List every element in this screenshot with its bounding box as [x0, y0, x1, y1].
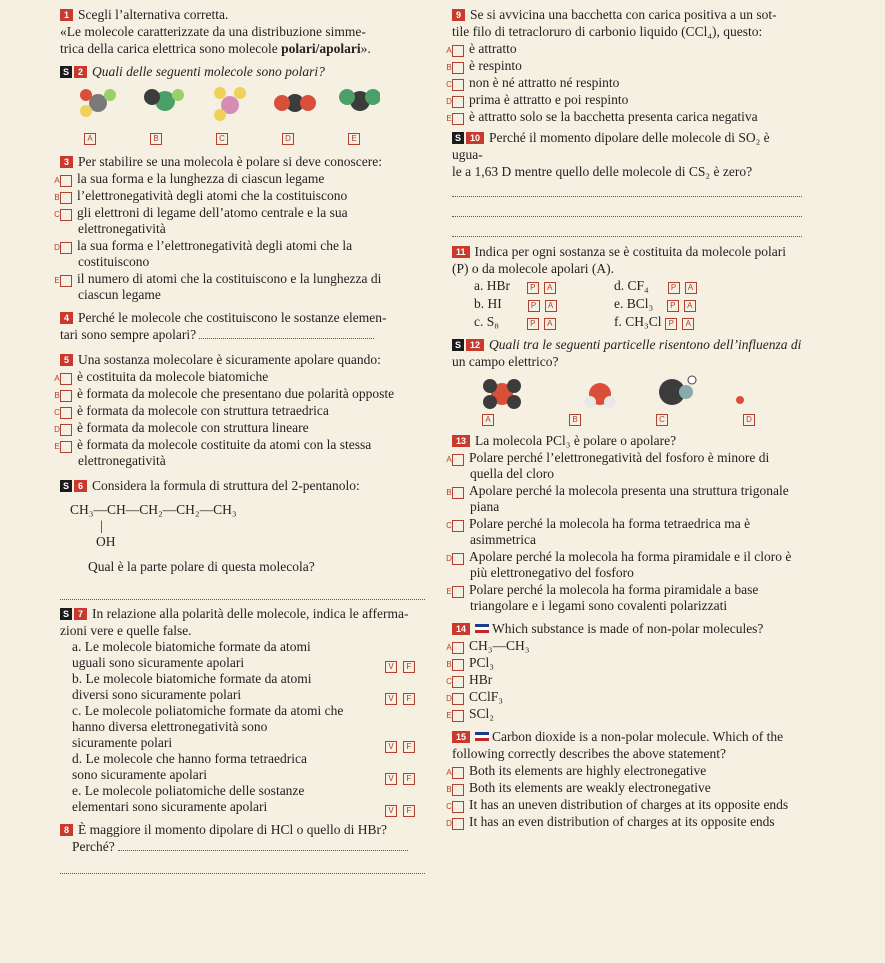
option[interactable] [446, 763, 802, 779]
question-number: 9 [452, 9, 465, 21]
option-text: It has an uneven distribution of charges at its opposite ends [469, 797, 789, 812]
option[interactable] [446, 58, 802, 74]
particle-c [659, 376, 696, 405]
statement-text: Le molecole poliatomiche delle sostanze [84, 783, 305, 798]
statement-text: uguali sono sicuramente apolari [72, 655, 245, 670]
option-box[interactable]: B [452, 784, 464, 796]
answer-line[interactable] [60, 585, 425, 600]
question-prompt: Carbon dioxide is a non-polar molecule. Which of the [492, 729, 784, 744]
question-prompt: Perché il momento dipolare delle molecole di SO₂ è ugua- [452, 130, 770, 162]
option-box[interactable]: A [60, 175, 72, 187]
question-prompt: Una sostanza molecolare è sicuramente apolare quando: [78, 352, 381, 367]
english-flag-icon [475, 732, 489, 741]
question-13 [446, 432, 802, 614]
option-box[interactable]: D [282, 133, 294, 145]
statement-text: sono sicuramente apolari [72, 767, 207, 782]
option-box[interactable]: D [60, 242, 72, 254]
true-box[interactable]: V [385, 805, 397, 817]
question-prompt: Perché le molecole che costituiscono le sostanze elemen- [78, 310, 387, 325]
statement-text: sicuramente polari [72, 735, 173, 750]
option-box[interactable]: C [656, 414, 668, 426]
option[interactable] [446, 92, 802, 108]
statement [60, 783, 425, 815]
question-prompt: In relazione alla polarità delle molecole, indica le afferma- [92, 606, 409, 621]
choice-text[interactable]: polari/apolari [281, 41, 361, 56]
option[interactable] [54, 171, 425, 187]
option-text: non è né attratto né respinto [469, 75, 620, 90]
option-text: è attratto solo se la bacchetta presenta carica negativa [469, 109, 758, 124]
option-box[interactable]: A [452, 642, 464, 654]
false-box[interactable]: F [403, 773, 415, 785]
option-box[interactable]: E [452, 586, 464, 598]
substance-item [614, 295, 754, 312]
option-text: è formata da molecole costituite da atomi con la stessa elettronegatività [77, 437, 372, 468]
question-text: «Le molecole caratterizzate da una distribuzione simme- [60, 24, 366, 39]
answer-line[interactable] [118, 850, 408, 851]
question-number: 10 [466, 132, 484, 144]
statement [60, 751, 425, 783]
option-box[interactable]: C [452, 676, 464, 688]
s-badge: S [60, 66, 72, 78]
item-letter: e. [614, 296, 624, 311]
option-text: la sua forma e l’elettronegatività degli atomi che la costituiscono [77, 238, 353, 269]
question-prompt: Considera la formula di struttura del 2-pentanolo: [92, 478, 360, 493]
option-text: Apolare perché la molecola presenta una struttura trigonale piana [469, 483, 789, 514]
molecule-figures [70, 83, 380, 133]
option-box[interactable]: A [84, 133, 96, 145]
option-box[interactable]: D [452, 553, 464, 565]
option-text: l’elettronegatività degli atomi che la costituiscono [77, 188, 348, 203]
right-column [446, 6, 802, 834]
question-prompt: Which substance is made of non-polar molecules? [492, 621, 764, 636]
substance-item [614, 277, 754, 294]
statement-text: diversi sono sicuramente polari [72, 687, 242, 702]
question-prompt: tile filo di tetracloruro di carbonio liquido (CCl₄), questo: [452, 24, 763, 39]
molecule-d [274, 94, 316, 112]
item-letter: f. [614, 314, 622, 329]
option-box[interactable]: E [348, 133, 360, 145]
option-text: Polare perché la molecola ha forma tetraedrica ma è asimmetrica [469, 516, 751, 547]
substance-item [614, 313, 754, 330]
question-number: 1 [60, 9, 73, 21]
vf-boxes [385, 801, 421, 817]
s-badge: S [452, 132, 464, 144]
option-box[interactable]: B [569, 414, 581, 426]
apolar-box[interactable]: A [545, 300, 557, 312]
structural-formula: CH₃—CH—CH₂—CH₂—CH₃ | OH [70, 502, 237, 549]
polar-box[interactable]: P [527, 318, 539, 330]
answer-line[interactable] [452, 182, 802, 197]
option-box[interactable]: B [60, 192, 72, 204]
polar-box[interactable]: P [528, 300, 540, 312]
option-text: PCl₃ [469, 655, 494, 670]
question-prompt: (P) o da molecole apolari (A). [452, 261, 614, 276]
false-box[interactable]: F [403, 661, 415, 673]
formula-text: S₈ [486, 314, 499, 329]
question-3 [54, 153, 425, 303]
option[interactable] [54, 437, 425, 469]
statement-text: elementari sono sicuramente apolari [72, 799, 268, 814]
question-number: 15 [452, 731, 470, 743]
option[interactable] [446, 549, 802, 581]
option-box[interactable]: A [452, 454, 464, 466]
english-flag-icon [475, 624, 489, 633]
question-8 [60, 821, 425, 874]
option[interactable] [446, 672, 802, 688]
formula-text: CH₃—CH—CH₂—CH₂—CH₃ [70, 502, 237, 517]
question-number: 5 [60, 354, 73, 366]
option[interactable] [54, 188, 425, 204]
statement [60, 671, 425, 703]
option[interactable] [446, 75, 802, 91]
question-7 [60, 605, 425, 815]
option-text: è respinto [469, 58, 522, 73]
statement-text: Le molecole biatomiche formate da atomi [84, 639, 311, 654]
option-box[interactable]: A [482, 414, 494, 426]
option-box[interactable]: B [452, 659, 464, 671]
question-prompt: La molecola PCl₃ è polare o apolare? [475, 433, 677, 448]
option[interactable] [446, 706, 802, 722]
option[interactable] [54, 271, 425, 303]
option-box[interactable]: C [452, 520, 464, 532]
question-number: 3 [60, 156, 73, 168]
question-prompt: un campo elettrico? [452, 354, 559, 369]
question-prompt: Per stabilire se una molecola è polare si deve conoscere: [78, 154, 383, 169]
answer-line[interactable] [199, 338, 374, 339]
question-prompt: Indica per ogni sostanza se è costituita da molecole polari [474, 244, 787, 259]
option-text: il numero di atomi che la costituiscono e la lunghezza di ciascun legame [77, 271, 382, 302]
oh-group: OH [96, 534, 116, 549]
polar-box[interactable]: P [527, 282, 539, 294]
option-text: Both its elements are weakly electronegative [469, 780, 711, 795]
question-number: 6 [74, 480, 87, 492]
apolar-box[interactable]: A [684, 300, 696, 312]
apolar-box[interactable]: A [544, 318, 556, 330]
s-badge: S [60, 480, 72, 492]
option-box[interactable]: B [150, 133, 162, 145]
statement-letter: a. [72, 639, 82, 654]
statement [60, 703, 425, 751]
question-1 [60, 6, 425, 57]
option-text: Polare perché l’elettronegatività del fosforo è minore di quella del cloro [469, 450, 770, 481]
option-box[interactable]: D [452, 693, 464, 705]
option-text: Polare perché la molecola ha forma piramidale a base triangolare e i legami sono covalenti polarizzati [469, 582, 759, 613]
statement [60, 639, 425, 671]
question-2 [60, 63, 425, 145]
apolar-box[interactable]: A [682, 318, 694, 330]
option[interactable] [54, 403, 425, 419]
question-4 [60, 309, 425, 343]
question-5 [54, 351, 425, 469]
option-box[interactable]: C [60, 209, 72, 221]
statement-letter: d. [72, 751, 83, 766]
question-number: 7 [74, 608, 87, 620]
left-column [54, 6, 425, 879]
option[interactable] [446, 582, 802, 614]
statement-text: Le molecole biatomiche formate da atomi [85, 671, 312, 686]
molecule-a [80, 89, 116, 117]
question-9 [446, 6, 802, 125]
answer-line[interactable] [452, 202, 802, 217]
question-number: 11 [452, 246, 470, 258]
option[interactable] [54, 238, 425, 270]
option[interactable] [446, 638, 802, 654]
formula-text: BCl₃ [626, 296, 654, 311]
option-text: CClF₃ [469, 689, 503, 704]
statement-letter: c. [72, 703, 82, 718]
substance-grid [474, 277, 802, 330]
polar-box[interactable]: P [668, 282, 680, 294]
option-text: gli elettroni di legame dell’atomo centrale e la sua elettronegatività [77, 205, 348, 236]
question-number: 8 [60, 824, 73, 836]
apolar-box[interactable]: A [685, 282, 697, 294]
false-box[interactable]: F [403, 805, 415, 817]
question-number: 2 [74, 66, 87, 78]
option[interactable] [446, 689, 802, 705]
question-prompt: È maggiore il momento dipolare di HCl o quello di HBr? [78, 822, 387, 837]
question-text: Perché? [72, 839, 115, 854]
false-box[interactable]: F [403, 693, 415, 705]
question-11 [452, 243, 802, 330]
formula-text: CH₃Cl [625, 314, 662, 329]
apolar-box[interactable]: A [544, 282, 556, 294]
option-box[interactable]: D [60, 424, 72, 436]
question-number: 13 [452, 435, 470, 447]
statement-text: hanno diversa elettronegatività sono [72, 719, 268, 734]
option-box[interactable]: C [452, 801, 464, 813]
option[interactable] [446, 450, 802, 482]
s-badge: S [452, 339, 464, 351]
option-text: Both its elements are highly electronegative [469, 763, 707, 778]
option[interactable] [446, 780, 802, 796]
question-15 [446, 728, 802, 830]
formula-text: CF₄ [627, 278, 649, 293]
item-letter: d. [614, 278, 625, 293]
option[interactable] [446, 814, 802, 830]
option-box[interactable]: A [452, 45, 464, 57]
particle-b [584, 383, 616, 408]
polar-box[interactable]: P [665, 318, 677, 330]
question-number: 12 [466, 339, 484, 351]
question-number: 4 [60, 312, 73, 324]
true-box[interactable]: V [385, 773, 397, 785]
item-letter: b. [474, 296, 485, 311]
statement-letter: b. [72, 671, 83, 686]
option-box[interactable]: D [743, 414, 755, 426]
statement-text: Le molecole che hanno forma tetraedrica [85, 751, 308, 766]
option-box[interactable]: A [452, 767, 464, 779]
question-6 [60, 477, 425, 600]
option-text: è attratto [469, 41, 517, 56]
option[interactable] [446, 109, 802, 125]
option-box[interactable]: C [216, 133, 228, 145]
particle-d [736, 396, 744, 404]
option-box[interactable]: D [452, 818, 464, 830]
option-box[interactable]: B [452, 487, 464, 499]
formula-text: HI [487, 296, 502, 311]
question-text: Qual è la parte polare di questa molecola? [88, 559, 315, 574]
question-12 [452, 336, 802, 426]
particle-labels [482, 414, 802, 426]
option-text: è formata da molecole con struttura tetraedrica [77, 403, 329, 418]
option[interactable] [54, 386, 425, 402]
option[interactable] [446, 655, 802, 671]
true-box[interactable]: V [385, 741, 397, 753]
option-box[interactable]: B [60, 390, 72, 402]
option-box[interactable]: E [452, 113, 464, 125]
option-text: prima è attratto e poi respinto [469, 92, 629, 107]
question-prompt: le a 1,63 D mentre quello delle molecole di CS₂ è zero? [452, 164, 753, 179]
question-14 [446, 620, 802, 722]
option[interactable] [446, 483, 802, 515]
particle-figures [472, 372, 772, 414]
option-text: è costituita da molecole biatomiche [77, 369, 269, 384]
item-letter: a. [474, 278, 484, 293]
answer-line[interactable] [60, 859, 425, 874]
option-box[interactable]: E [452, 710, 464, 722]
true-box[interactable]: V [385, 693, 397, 705]
option-text: CH₃—CH₃ [469, 638, 530, 653]
option-box[interactable]: A [60, 373, 72, 385]
substance-item [474, 295, 614, 312]
question-prompt: Se si avvicina una bacchetta con carica positiva a un sot- [470, 7, 777, 22]
question-number: 14 [452, 623, 470, 635]
option[interactable] [54, 205, 425, 237]
option[interactable] [54, 369, 425, 385]
statement-text: Le molecole poliatomiche formate da atomi che [84, 703, 344, 718]
false-box[interactable]: F [403, 741, 415, 753]
question-prompt: Quali delle seguenti molecole sono polari? [92, 64, 325, 79]
molecule-labels [84, 133, 425, 145]
formula-text: HBr [486, 278, 510, 293]
s-badge: S [60, 608, 72, 620]
option[interactable] [446, 797, 802, 813]
option-box[interactable]: E [60, 441, 72, 453]
option-text: Apolare perché la molecola ha forma piramidale e il cloro è più elettronegativo del fosforo [469, 549, 792, 580]
option[interactable] [54, 420, 425, 436]
option-box[interactable]: B [452, 62, 464, 74]
particle-a [483, 379, 521, 409]
option-text: è formata da molecole che presentano due polarità opposte [77, 386, 395, 401]
option-text: HBr [469, 672, 493, 687]
question-text: ». [360, 41, 371, 56]
question-10 [452, 129, 802, 237]
true-box[interactable]: V [385, 661, 397, 673]
option-box[interactable]: C [452, 79, 464, 91]
molecule-c [214, 87, 246, 121]
substance-item [474, 277, 614, 294]
question-prompt: Quali tra le seguenti particelle risentono dell’influenza di [489, 337, 802, 352]
statement-letter: e. [72, 783, 82, 798]
option-text: è formata da molecole con struttura lineare [77, 420, 309, 435]
question-prompt: tari sono sempre apolari? [60, 327, 197, 342]
option-box[interactable]: E [60, 275, 72, 287]
question-text: trica della carica elettrica sono molecole [60, 41, 282, 56]
question-prompt: following correctly describes the above statement? [452, 746, 727, 761]
polar-box[interactable]: P [667, 300, 679, 312]
option-text: It has an even distribution of charges at its opposite ends [469, 814, 775, 829]
question-prompt: zioni vere e quelle false. [60, 623, 192, 638]
option[interactable] [446, 41, 802, 57]
item-letter: c. [474, 314, 484, 329]
option-text: SCl₂ [469, 706, 494, 721]
question-prompt: Scegli l’alternativa corretta. [78, 7, 229, 22]
option[interactable] [446, 516, 802, 548]
molecule-b [144, 89, 184, 111]
option-text: la sua forma e la lunghezza di ciascun legame [77, 171, 325, 186]
option-box[interactable]: C [60, 407, 72, 419]
answer-line[interactable] [452, 222, 802, 237]
substance-item [474, 313, 614, 330]
option-box[interactable]: D [452, 96, 464, 108]
molecule-e [339, 89, 380, 111]
